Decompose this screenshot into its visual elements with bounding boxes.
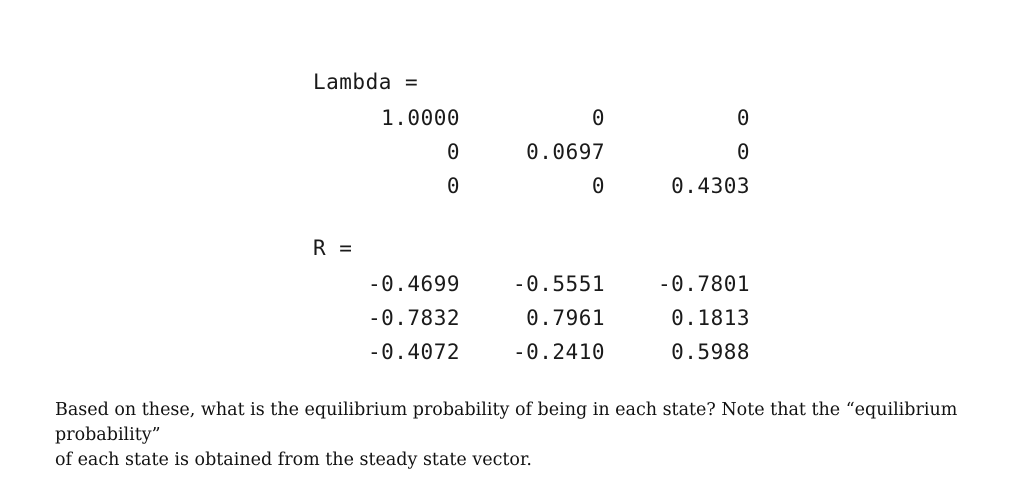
matrix-cell: 0 [591,174,605,198]
matrix-cell: 0 [591,106,605,130]
matrix-row [320,169,750,203]
matrix-cell: -0.7832 [367,306,460,330]
matrix-row [320,101,750,135]
question-line: of each state is obtained from the steady state vector. [55,450,532,470]
matrix-cell: 0.5988 [671,340,750,364]
matrix-cell: 0 [446,140,460,164]
matrix-cell: 1.0000 [381,106,460,130]
matrix-cell: 0.1813 [671,306,750,330]
matrix-cell: -0.7801 [657,272,750,296]
matrix-cell: 0.0697 [526,140,605,164]
matrix-cell: 0.4303 [671,174,750,198]
lambda-matrix [320,101,750,203]
matrix-cell: -0.2410 [512,340,605,364]
matrix-row [320,335,750,369]
r-label: R = [313,236,353,260]
matrix-row [320,301,750,335]
matrix-row [320,267,750,301]
matrix-cell: -0.5551 [512,272,605,296]
matrix-cell: 0 [446,174,460,198]
matrix-row [320,135,750,169]
matrix-cell: -0.4072 [367,340,460,364]
matrix-cell: -0.4699 [367,272,460,296]
question-line: Based on these, what is the equilibrium probability of being in each state? Note that the “equilibrium probability” [55,400,958,445]
matrix-cell: 0 [736,106,750,130]
r-matrix [320,267,750,369]
question-text [55,398,1024,473]
lambda-label: Lambda = [313,70,419,94]
matrix-cell: 0 [736,140,750,164]
matrix-cell: 0.7961 [526,306,605,330]
